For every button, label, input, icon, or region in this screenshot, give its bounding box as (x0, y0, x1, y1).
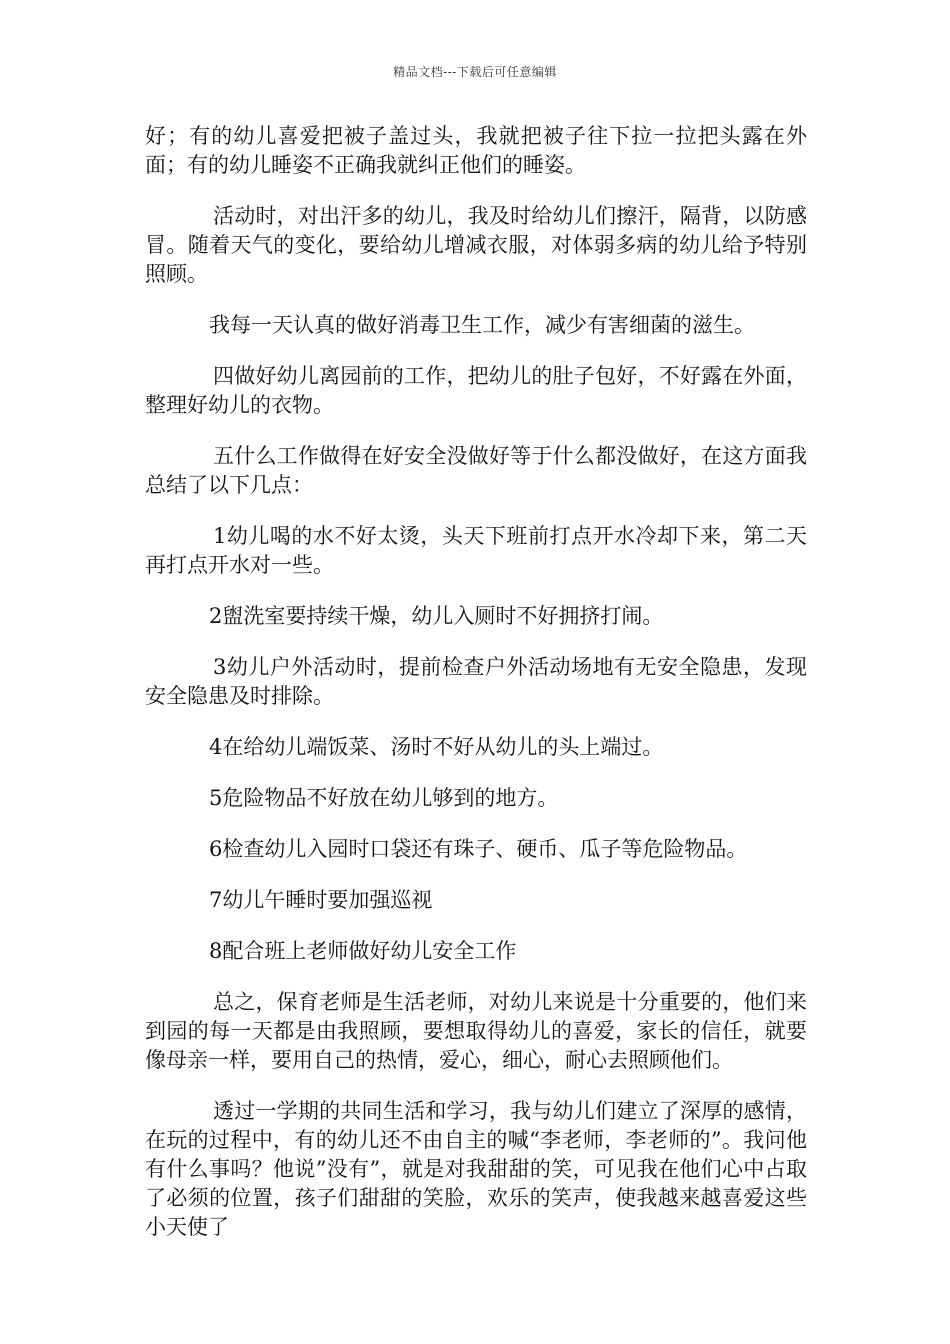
paragraph-disinfection: 我每一天认真的做好消毒卫生工作，减少有害细菌的滋生。 (209, 313, 755, 337)
list-item-safety-4: 4在给幼儿端饭菜、汤时不好从幼儿的头上端过。 (209, 735, 664, 759)
paragraph-conclusion: 透过一学期的共同生活和学习，我与幼儿们建立了深厚的感情，在玩的过程中，有的幼儿还不由自主的喊“李老师，李老师的”。我问他有什么事吗？他说”没有”，就是对我甜甜的笑，可见我在他们心中占取了必须的位置，孩子们甜甜的笑脸，欢乐的笑声，使我越来越喜爱这些小天使了 (145, 1099, 807, 1239)
list-item-safety-6: 6检查幼儿入园时口袋还有珠子、硬币、瓜子等危险物品。 (209, 837, 748, 861)
paragraph-summary: 总之，保育老师是生活老师，对幼儿来说是十分重要的，他们来到园的每一天都是由我照顾，要想取得幼儿的喜爱，家长的信任，就要像母亲一样，要用自己的热情，爱心，细心，耐心去照顾他们。 (145, 990, 807, 1072)
document-body (145, 122, 807, 1264)
list-item-safety-8: 8配合班上老师做好幼儿安全工作 (209, 939, 517, 963)
list-item-safety-7: 7幼儿午睡时要加强巡视 (209, 888, 433, 912)
paragraph-departure: 四做好幼儿离园前的工作，把幼儿的肚子包好，不好露在外面，整理好幼儿的衣物。 (145, 364, 807, 417)
list-item-safety-5: 5危险物品不好放在幼儿够到的地方。 (209, 786, 559, 810)
paragraph-continuation: 好；有的幼儿喜爱把被子盖过头，我就把被子往下拉一拉把头露在外面；有的幼儿睡姿不正确我就纠正他们的睡姿。 (145, 124, 807, 177)
list-item-safety-2: 2盥洗室要持续干燥，幼儿入厕时不好拥挤打闹。 (209, 604, 664, 628)
paragraph-sweating: 活动时，对出汗多的幼儿，我及时给幼儿们擦汗，隔背，以防感冒。随着天气的变化，要给幼儿增减衣服，对体弱多病的幼儿给予特别照顾。 (145, 204, 807, 286)
list-item-safety-1: 1幼儿喝的水不好太烫，头天下班前打点开水冷却下来，第二天再打点开水对一些。 (145, 524, 807, 577)
paragraph-safety-intro: 五什么工作做得在好安全没做好等于什么都没做好，在这方面我总结了以下几点： (145, 444, 807, 497)
list-item-safety-3: 3幼儿户外活动时，提前检查户外活动场地有无安全隐患，发现安全隐患及时排除。 (145, 655, 807, 708)
page-header: 精品文档---下载后可任意编辑 (393, 65, 557, 79)
